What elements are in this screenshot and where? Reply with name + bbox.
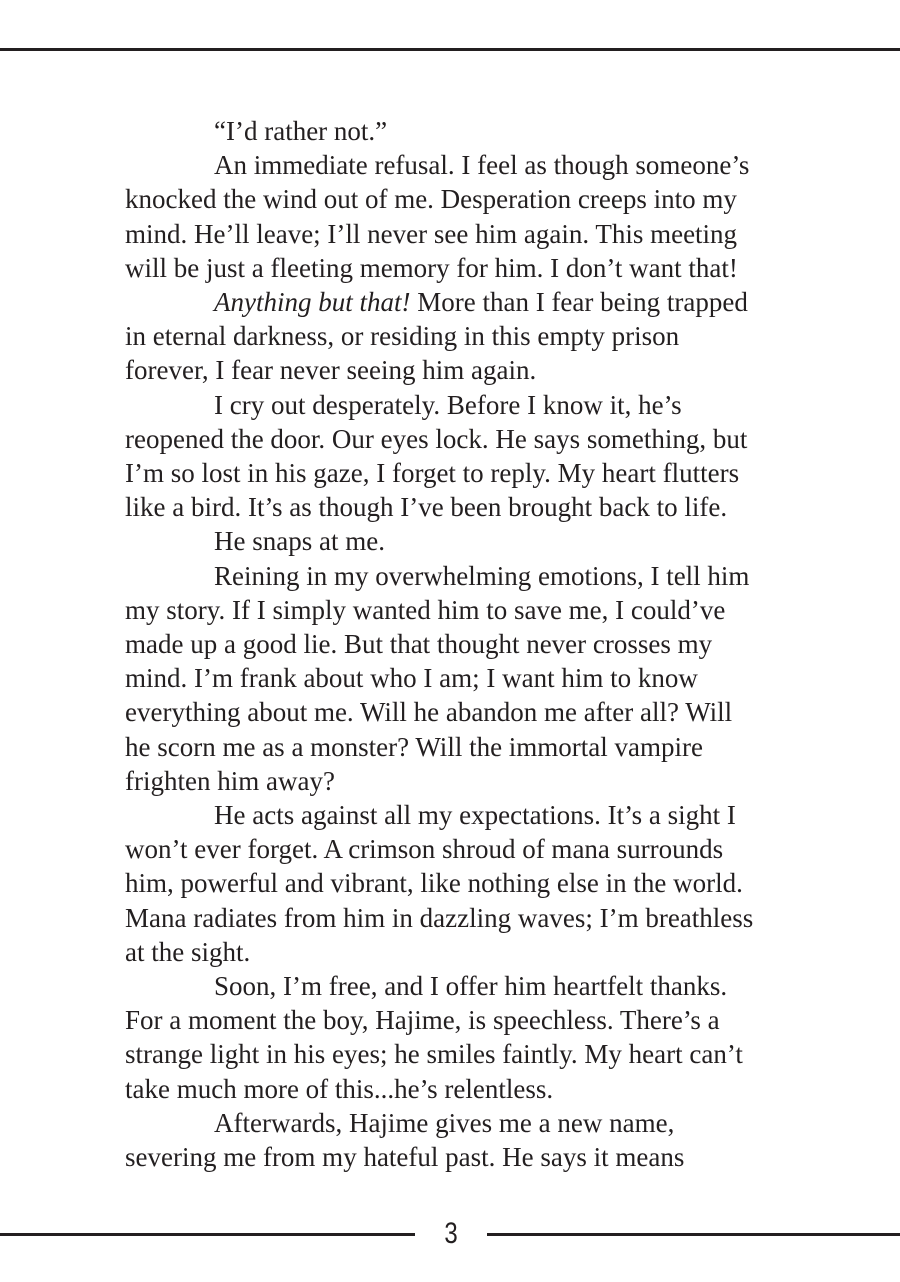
text-line: my story. If I simply wanted him to save me, I could’ve (125, 594, 726, 625)
text-line: forever, I fear never seeing him again. (125, 355, 537, 386)
paragraph (125, 1106, 797, 1174)
paragraph (125, 285, 797, 388)
text-line: I’m so lost in his gaze, I forget to reply. My heart flutters (125, 458, 740, 489)
text-line: reopened the door. Our eyes lock. He says something, but (125, 423, 748, 454)
text-line: mind. I’m frank about who I am; I want him to know (125, 663, 698, 694)
footer-rule-right (487, 1233, 900, 1236)
text-line: won’t ever forget. A crimson shroud of mana surrounds (125, 834, 724, 865)
text-line: frighten him away? (125, 765, 335, 796)
text-line: take much more of this...he’s relentless. (125, 1073, 554, 1104)
text-line: I cry out desperately. Before I know it, he’s (214, 389, 682, 420)
footer-rule-left (0, 1233, 415, 1236)
body-text (125, 114, 797, 1174)
text-line (125, 285, 797, 319)
text-line: like a bird. It’s as though I’ve been brought back to life. (125, 492, 728, 523)
text-line: Soon, I’m free, and I offer him heartfelt thanks. (214, 971, 728, 1002)
text-line: knocked the wind out of me. Desperation creeps into my (125, 184, 737, 215)
text-line: He acts against all my expectations. It’s a sight I (214, 800, 736, 831)
text-line: mind. He’ll leave; I’ll never see him again. This meeting (125, 218, 738, 249)
text-line: Mana radiates from him in dazzling waves; I’m breathless (125, 902, 754, 933)
text-line: He snaps at me. (214, 526, 385, 557)
text-line: strange light in his eyes; he smiles faintly. My heart can’t (125, 1039, 743, 1070)
text-line: Reining in my overwhelming emotions, I tell him (214, 560, 750, 591)
text-line: severing me from my hateful past. He says it means (125, 1142, 685, 1173)
paragraph (125, 969, 797, 1106)
text-line: will be just a fleeting memory for him. I don’t want that! (125, 252, 738, 283)
paragraph (125, 148, 797, 285)
paragraph (125, 114, 797, 148)
text-line: Afterwards, Hajime gives me a new name, (214, 1107, 675, 1138)
text-line: made up a good lie. But that thought never crosses my (125, 629, 713, 660)
text-line: in eternal darkness, or residing in this empty prison (125, 321, 680, 352)
text-line: everything about me. Will he abandon me after all? Will (125, 697, 733, 728)
paragraph (125, 559, 797, 798)
text-line: at the sight. (125, 936, 251, 967)
page-number: 3 (444, 1217, 458, 1250)
text-line: him, powerful and vibrant, like nothing else in the world. (125, 868, 743, 899)
italic-emphasis: Anything but that! (214, 287, 411, 318)
page-footer (0, 1212, 900, 1256)
text-line: For a moment the boy, Hajime, is speechless. There’s a (125, 1005, 720, 1036)
text-line: “I’d rather not.” (214, 116, 388, 146)
paragraph (125, 524, 797, 558)
paragraph (125, 798, 797, 969)
text-fragment: More than I fear being trapped (410, 287, 748, 318)
top-rule (0, 48, 900, 51)
text-line: An immediate refusal. I feel as though someone’s (214, 150, 750, 181)
paragraph (125, 388, 797, 525)
text-line: he scorn me as a monster? Will the immortal vampire (125, 731, 703, 762)
